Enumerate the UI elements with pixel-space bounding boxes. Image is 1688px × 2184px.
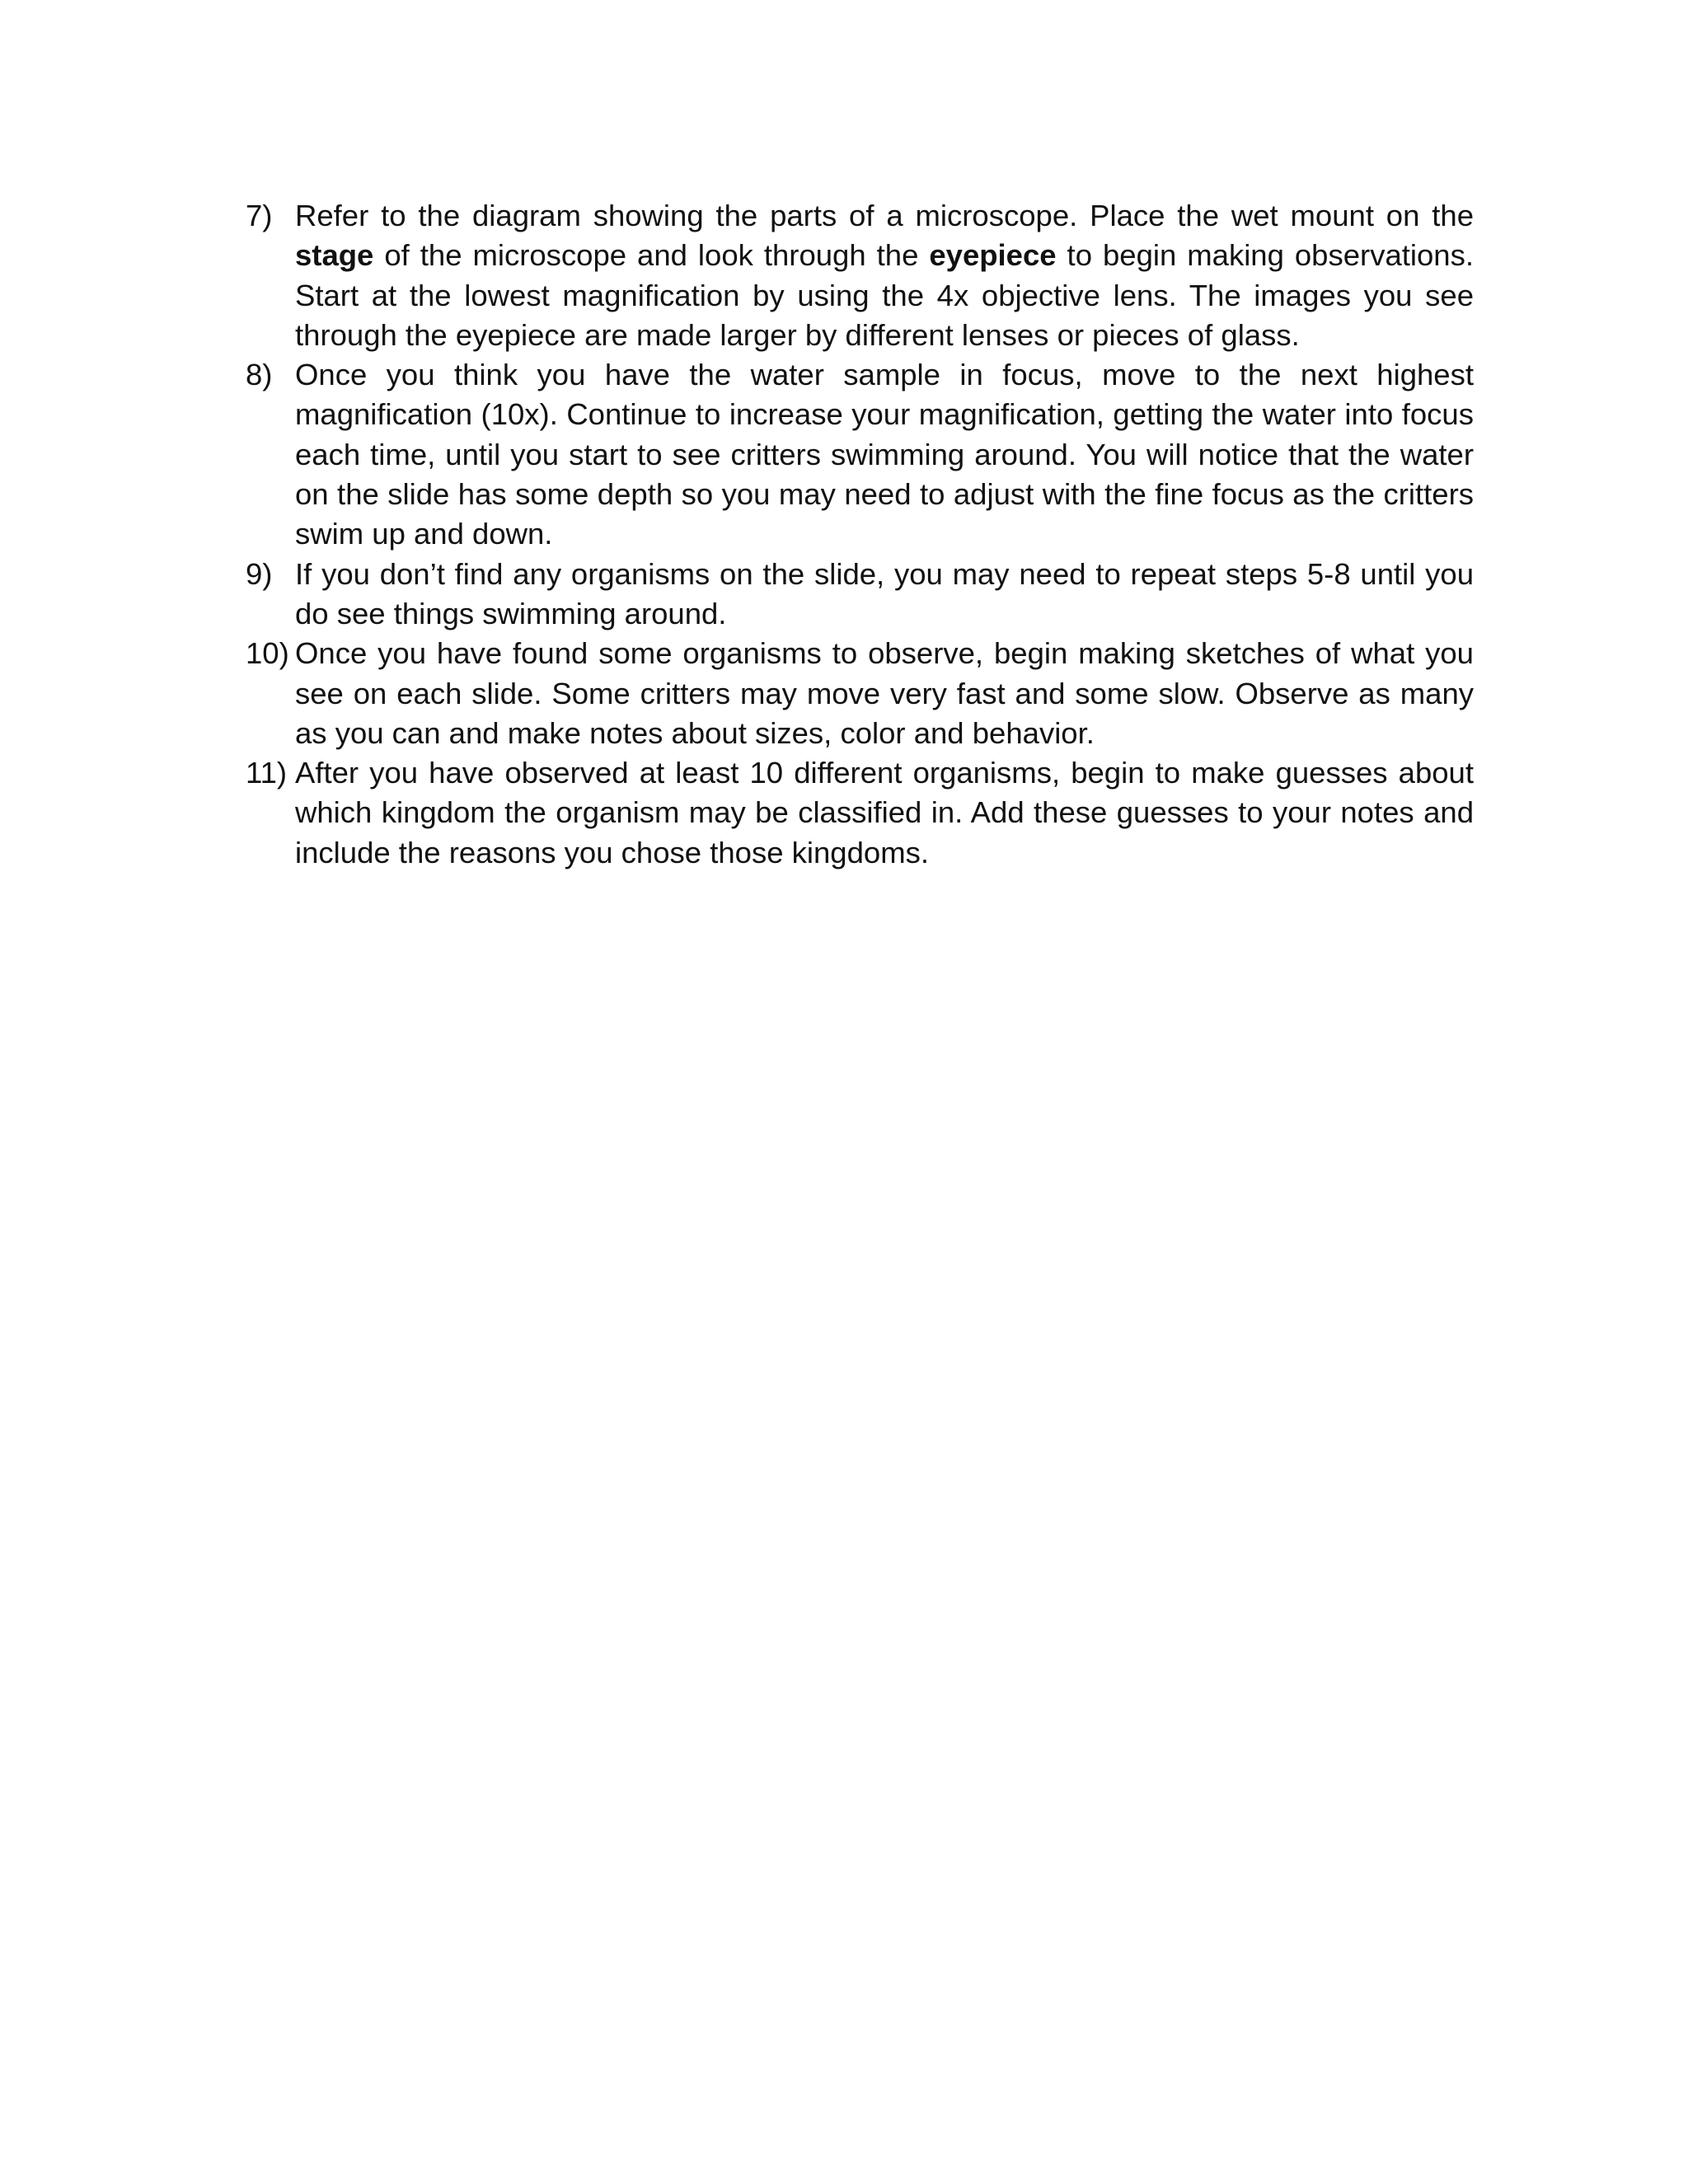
list-item-step-7 [246, 196, 1474, 355]
step-text: Once you have found some organisms to observe, begin making sketches of what you see on each slide. Some critters may move very fast and some slow. Observe as many as you can and make notes about sizes, color and behavior. [295, 636, 1474, 750]
list-item-step-10 [246, 634, 1474, 753]
step-number: 7) [246, 199, 273, 232]
list-item-step-9 [246, 555, 1474, 635]
step-number: 9) [246, 556, 273, 591]
step-text-part: Refer to the diagram showing the parts of a microscope. Place the wet mount on the [295, 199, 1474, 232]
step-text: Once you think you have the water sample in focus, move to the next highest magnification (10x). Continue to increase your magnification, getting the water into focus each time, until you start to see critters swimming around. You will notice that the water on the slide has some depth so you may need to adjust with the fine focus as the critters swim up and down. [295, 358, 1474, 551]
instruction-list [246, 196, 1474, 873]
step-number: 11) [246, 756, 288, 790]
step-number: 10) [246, 636, 289, 671]
list-item-step-11 [246, 753, 1474, 873]
step-text: After you have observed at least 10 different organisms, begin to make guesses about which kingdom the organism may be classified in. Add these guesses to your notes and include the reasons you chose those kingdoms. [295, 756, 1474, 869]
step-text-part: of the microscope and look through the [373, 238, 930, 273]
step-text-part: to begin making observations. Start at the lowest magnification by using the 4x objective lens. The images you see through the eyepiece are made larger by different lenses or pieces of glass. [295, 238, 1474, 352]
step-text: If you don’t find any organisms on the slide, you may need to repeat steps 5-8 until you do see things swimming around. [295, 556, 1474, 630]
step-text [295, 196, 1474, 355]
bold-term-eyepiece: eyepiece [929, 238, 1057, 273]
list-item-step-8 [246, 355, 1474, 554]
step-number: 8) [246, 358, 273, 392]
bold-term-stage: stage [295, 238, 374, 273]
